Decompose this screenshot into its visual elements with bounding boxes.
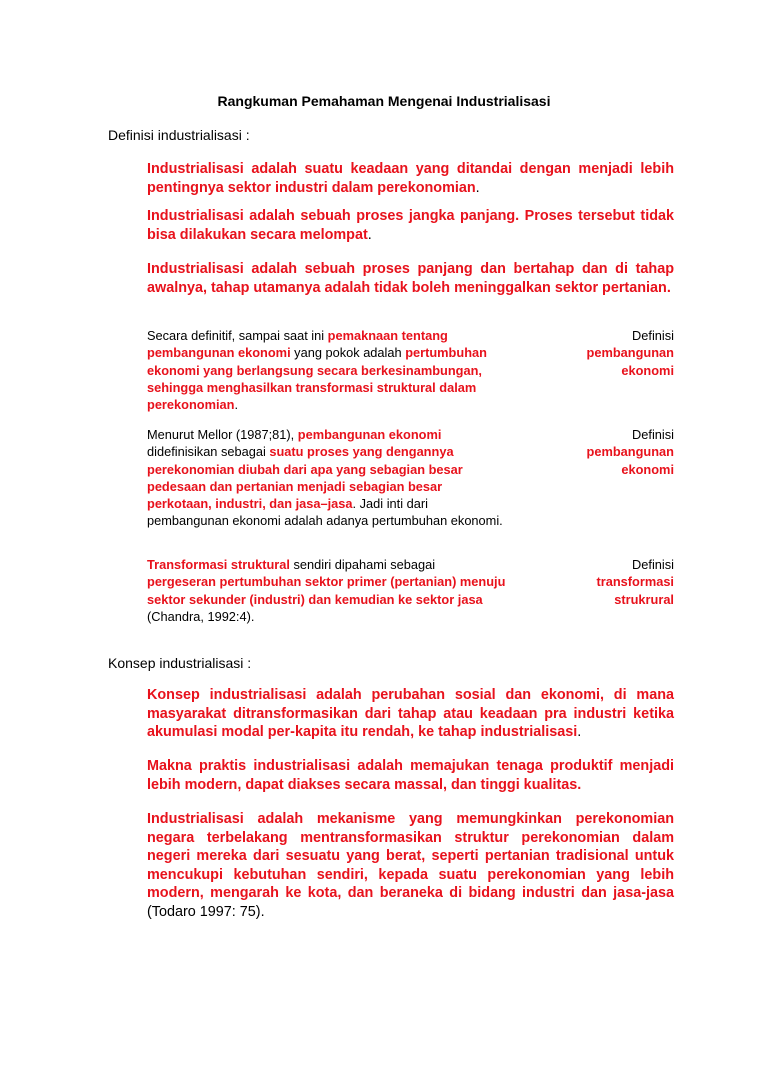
row-3-text-b: Transformasi struktural [147, 557, 290, 572]
row-2-side-2: pembangunan [586, 444, 674, 460]
konsep-p1-tail: . [577, 724, 582, 740]
konsep-paragraph-1 [147, 686, 674, 742]
definition-row-1-side-label [544, 327, 674, 379]
definisi-p2-red: Industrialisasi adalah sebuah proses jangka panjang. Proses tersebut tidak bisa dilakukan secara melompat [147, 208, 674, 243]
row-2-side-1: Definisi [632, 427, 674, 442]
row-2-text-b: pembangunan ekonomi [297, 427, 442, 442]
konsep-p1-red: Konsep industrialisasi adalah perubahan sosial dan ekonomi, di mana masyarakat ditransformasikan dari tahap atau keadaan pra industri ketika akumulasi modal per-kapita itu rendah, ke tahap industrialisasi [147, 687, 674, 740]
row-2-text-e: . Jadi inti dari pembangunan ekonomi adalah adanya pertumbuhan ekonomi. [147, 496, 503, 529]
konsep-p2-red: Makna praktis industrialisasi adalah memajukan tenaga produktif menjadi lebih modern, dapat diakses secara massal, dan tinggi kualitas. [147, 758, 674, 793]
row-1-side-2: pembangunan [586, 345, 674, 361]
row-2-side-3: ekonomi [621, 461, 674, 477]
konsep-p3-tail: (Todaro 1997: 75). [147, 903, 265, 920]
row-3-side-1: Definisi [632, 557, 674, 572]
row-1-text-c: yang pokok adalah [290, 345, 406, 361]
row-1-text-a: Secara definitif, sampai saat ini [147, 328, 328, 343]
konsep-paragraph-2 [147, 757, 674, 794]
row-1-text-e: . [234, 397, 239, 413]
row-3-side-2: transformasi [596, 574, 674, 590]
konsep-heading: Konsep industrialisasi : [108, 655, 252, 671]
row-3-side-3: strukrural [614, 591, 674, 607]
row-3-text-c: sendiri dipahami sebagai [289, 557, 436, 572]
definition-row-2-text [147, 426, 507, 530]
page-title: Rangkuman Pemahaman Mengenai Industrialisasi [217, 93, 551, 109]
row-2-text-a: Menurut Mellor (1987;81), [147, 427, 298, 442]
row-2-text-d: suatu proses yang dengannya perekonomian diubah dari apa yang sebagian besar pedesaan dan pertanian menjadi sebagian besar perkotaan, industri, dan jasa–jasa [147, 444, 463, 512]
row-1-text-b: pemaknaan tentang pembangunan ekonomi [147, 328, 448, 361]
konsep-p3-red: Industrialisasi adalah mekanisme yang memungkinkan perekonomian negara terbelakang mentransformasikan struktur perekonomian dalam negeri mereka dari sesuatu yang berat, seperti pertanian tradisional untuk mencukupi kebutuhan sendiri, kepada suatu perekonomian yang lebih modern, mengarah ke kota, dan beraneka di bidang industri dan jasa-jasa [147, 811, 674, 901]
definisi-p1-red: Industrialisasi adalah suatu keadaan yang ditandai dengan menjadi lebih pentingnya sektor industri dalam perekonomian [147, 161, 674, 196]
definisi-paragraph-3 [147, 260, 674, 297]
definition-row-1-text [147, 327, 507, 413]
row-2-text-c: didefinisikan sebagai [147, 444, 270, 460]
definition-row-3-text [147, 556, 507, 625]
row-3-text-e: (Chandra, 1992:4). [147, 608, 255, 624]
definisi-p3-red: Industrialisasi adalah sebuah proses panjang dan bertahap dan di tahap awalnya, tahap utamanya adalah tidak boleh meninggalkan sektor pertanian. [147, 261, 674, 296]
definisi-paragraph-1 [147, 160, 674, 197]
definisi-paragraph-2 [147, 207, 674, 244]
row-1-side-3: ekonomi [621, 362, 674, 378]
row-1-side-1: Definisi [632, 328, 674, 343]
konsep-paragraph-3 [147, 810, 674, 921]
definisi-p1-tail: . [475, 179, 480, 196]
definisi-heading: Definisi industrialisasi : [108, 127, 250, 143]
definisi-p2-tail: . [367, 226, 372, 243]
row-1-text-d: pertumbuhan ekonomi yang berlangsung secara berkesinambungan, sehingga menghasilkan transformasi struktural dalam perekonomian [147, 345, 487, 413]
definition-row-3-side-label [544, 556, 674, 608]
row-3-text-d: pergeseran pertumbuhan sektor primer (pertanian) menuju sektor sekunder (industri) dan kemudian ke sektor jasa [147, 574, 506, 607]
definition-row-2-side-label [544, 426, 674, 478]
